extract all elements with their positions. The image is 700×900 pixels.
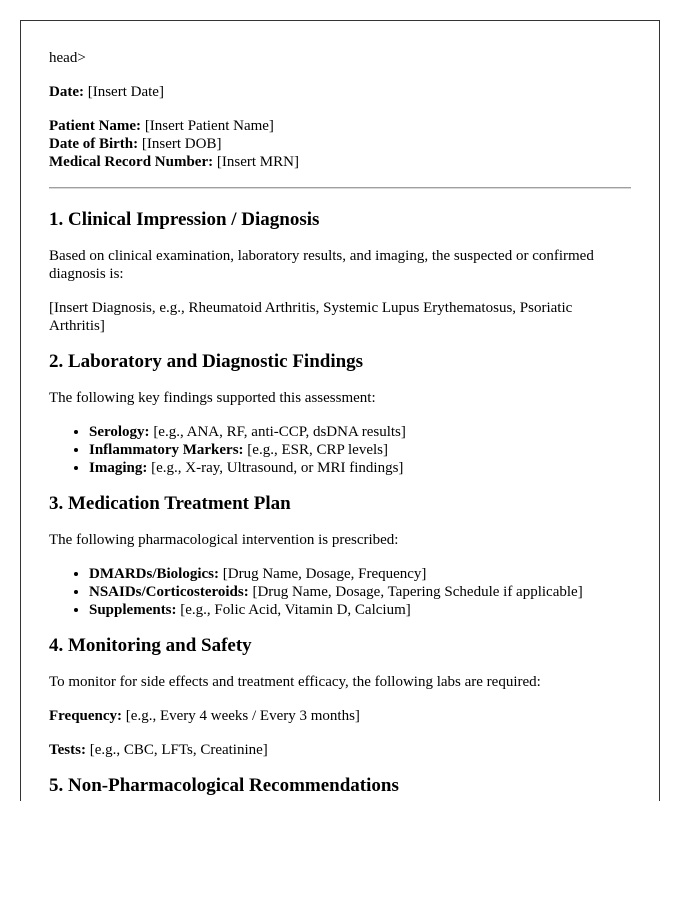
findings-intro: The following key findings supported this assessment:	[49, 390, 376, 406]
item-label: Inflammatory Markers:	[89, 442, 244, 458]
list-item	[89, 601, 631, 619]
item-value: [e.g., ESR, CRP levels]	[247, 442, 388, 458]
item-label: NSAIDs/Corticosteroids:	[89, 584, 249, 600]
diagnosis-placeholder: [Insert Diagnosis, e.g., Rheumatoid Arthritis, Systemic Lupus Erythematosus, Psoriatic Arthritis]	[49, 300, 573, 334]
patient-info	[49, 117, 631, 171]
list-item	[89, 423, 631, 441]
list-item	[89, 441, 631, 459]
date-label: Date:	[49, 84, 84, 100]
section-heading-diagnosis: 1. Clinical Impression / Diagnosis	[49, 209, 320, 230]
section-heading-findings: 2. Laboratory and Diagnostic Findings	[49, 351, 364, 372]
item-label: Imaging:	[89, 460, 148, 476]
medication-intro: The following pharmacological intervention is prescribed:	[49, 532, 399, 548]
field-label: Tests:	[49, 742, 86, 758]
divider	[49, 187, 631, 189]
diagnosis-intro: Based on clinical examination, laboratory results, and imaging, the suspected or confirmed diagnosis is:	[49, 248, 594, 282]
item-label: DMARDs/Biologics:	[89, 566, 219, 582]
field-label: Frequency:	[49, 708, 123, 724]
field-value: [e.g., Every 4 weeks / Every 3 months]	[125, 708, 360, 724]
list-item	[89, 583, 631, 601]
section-heading-monitoring: 4. Monitoring and Safety	[49, 635, 252, 656]
dob-label: Date of Birth:	[49, 136, 139, 152]
medication-list	[49, 565, 631, 619]
field-value: [e.g., CBC, LFTs, Creatinine]	[89, 742, 268, 758]
list-item	[89, 565, 631, 583]
document-viewport[interactable]	[20, 20, 660, 801]
monitoring-intro: To monitor for side effects and treatment efficacy, the following labs are required:	[49, 674, 541, 690]
item-value: [e.g., Folic Acid, Vitamin D, Calcium]	[180, 602, 411, 618]
mrn-label: Medical Record Number:	[49, 154, 214, 170]
monitoring-frequency	[49, 707, 631, 725]
item-value: [e.g., X-ray, Ultrasound, or MRI findings]	[151, 460, 404, 476]
item-value: [Drug Name, Dosage, Tapering Schedule if applicable]	[252, 584, 583, 600]
section-heading-medication: 3. Medication Treatment Plan	[49, 493, 291, 514]
item-value: [e.g., ANA, RF, anti-CCP, dsDNA results]	[153, 424, 406, 440]
stray-tag-text: head>	[49, 50, 86, 66]
mrn-value: [Insert MRN]	[216, 154, 299, 170]
dob-line	[49, 135, 631, 153]
dob-value: [Insert DOB]	[141, 136, 222, 152]
patient-name-value: [Insert Patient Name]	[144, 118, 274, 134]
patient-name-label: Patient Name:	[49, 118, 142, 134]
section-heading-non-pharmacological: 5. Non-Pharmacological Recommendations	[49, 775, 399, 796]
date-value: [Insert Date]	[87, 84, 164, 100]
item-label: Serology:	[89, 424, 150, 440]
item-value: [Drug Name, Dosage, Frequency]	[222, 566, 427, 582]
date-line	[49, 83, 631, 101]
findings-list	[49, 423, 631, 477]
patient-name-line	[49, 117, 631, 135]
item-label: Supplements:	[89, 602, 177, 618]
list-item	[89, 459, 631, 477]
document-page	[21, 21, 659, 797]
monitoring-tests	[49, 741, 631, 759]
mrn-line	[49, 153, 631, 171]
